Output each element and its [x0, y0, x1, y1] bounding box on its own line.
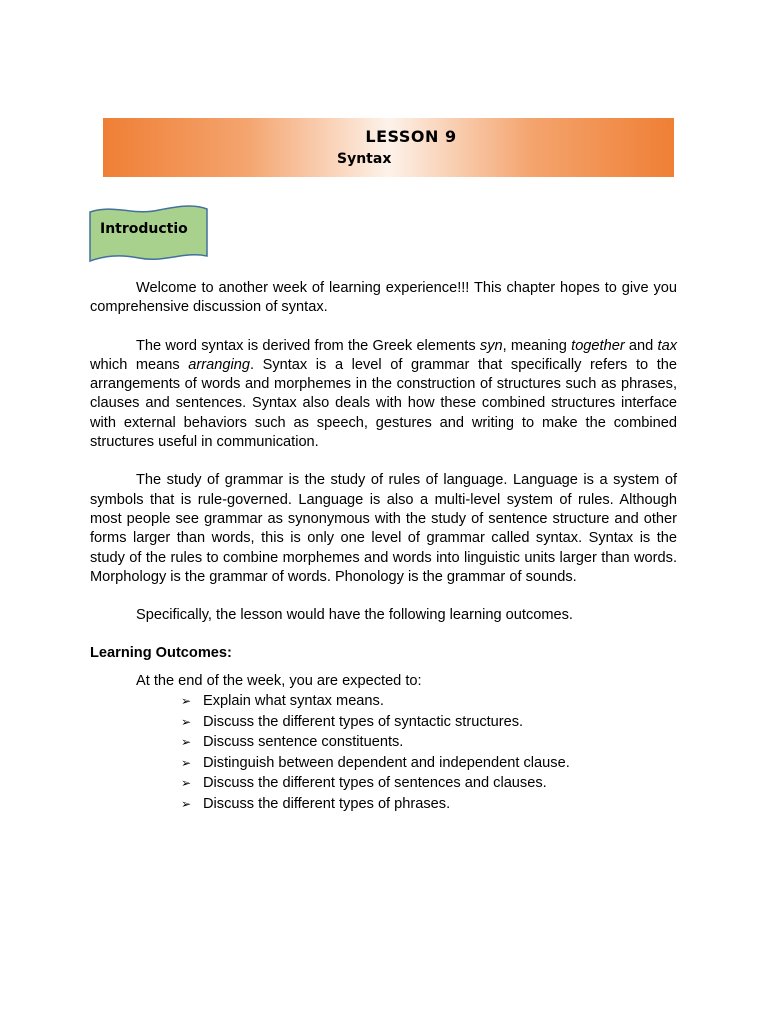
- introduction-flag: [89, 204, 209, 264]
- arrow-bullet-icon: ➢: [181, 797, 192, 812]
- list-item-text: Explain what syntax means.: [203, 693, 384, 710]
- learning-outcomes-list: [90, 691, 677, 815]
- italic-term-syn: syn: [479, 337, 503, 354]
- introduction-label: Introductio: [100, 221, 188, 237]
- paragraph-welcome: Welcome to another week of learning experience!!! This chapter hopes to give you comprehensive discussion of syntax.: [90, 280, 677, 316]
- lesson-title: LESSON 9: [365, 127, 457, 146]
- arrow-bullet-icon: ➢: [181, 776, 192, 791]
- learning-outcomes-heading: Learning Outcomes:: [90, 645, 232, 662]
- text-run: . Syntax is a level of grammar that specifically refers to the arrangements of words and morphemes in the construction of structures such as phrases, clauses and sentences. Syntax also deals with how these combined structures interface with external behaviors such as speech, gestures and writing to make the combined structures useful in communication.: [90, 356, 677, 451]
- lesson-banner: [103, 118, 674, 177]
- lesson-body: [90, 279, 677, 815]
- list-item-text: Discuss the different types of sentences and clauses.: [203, 775, 547, 792]
- list-item-text: Discuss sentence constituents.: [203, 734, 404, 751]
- paragraph-outcomes-lead: Specifically, the lesson would have the following learning outcomes.: [136, 607, 573, 624]
- text-run: which means: [90, 356, 189, 373]
- arrow-bullet-icon: ➢: [181, 714, 192, 729]
- italic-term-together: together: [571, 337, 625, 354]
- arrow-bullet-icon: ➢: [181, 755, 192, 770]
- list-item: [181, 732, 677, 753]
- list-item: [181, 753, 677, 774]
- list-item: [181, 773, 677, 794]
- paragraph-syntax-definition: [90, 337, 677, 453]
- list-item: [181, 712, 677, 733]
- arrow-bullet-icon: ➢: [181, 694, 192, 709]
- list-item-text: Discuss the different types of phrases.: [203, 796, 451, 813]
- italic-term-tax: tax: [657, 337, 677, 354]
- list-item-text: Discuss the different types of syntactic structures.: [203, 713, 524, 730]
- learning-outcomes-intro: At the end of the week, you are expected to:: [136, 672, 422, 689]
- paragraph-grammar: The study of grammar is the study of rules of language. Language is a system of symbols that is rule-governed. Language is also a multi-level system of rules. Although most people see grammar as synonymous with the study of sentence structure and other forms larger than words, this is only one level of grammar called syntax. Syntax is the study of the rules to combine morphemes and words into linguistic units larger than words. Morphology is the grammar of words. Phonology is the grammar of sounds.: [90, 472, 677, 585]
- text-run: and: [624, 337, 658, 354]
- lesson-subtitle: Syntax: [337, 151, 392, 167]
- list-item-text: Distinguish between dependent and independent clause.: [203, 754, 570, 771]
- italic-term-arranging: arranging: [188, 356, 250, 373]
- list-item: [181, 691, 677, 712]
- list-item: [181, 794, 677, 815]
- arrow-bullet-icon: ➢: [181, 735, 192, 750]
- text-run: , meaning: [502, 337, 572, 354]
- text-run: The word syntax is derived from the Greek elements: [136, 337, 480, 354]
